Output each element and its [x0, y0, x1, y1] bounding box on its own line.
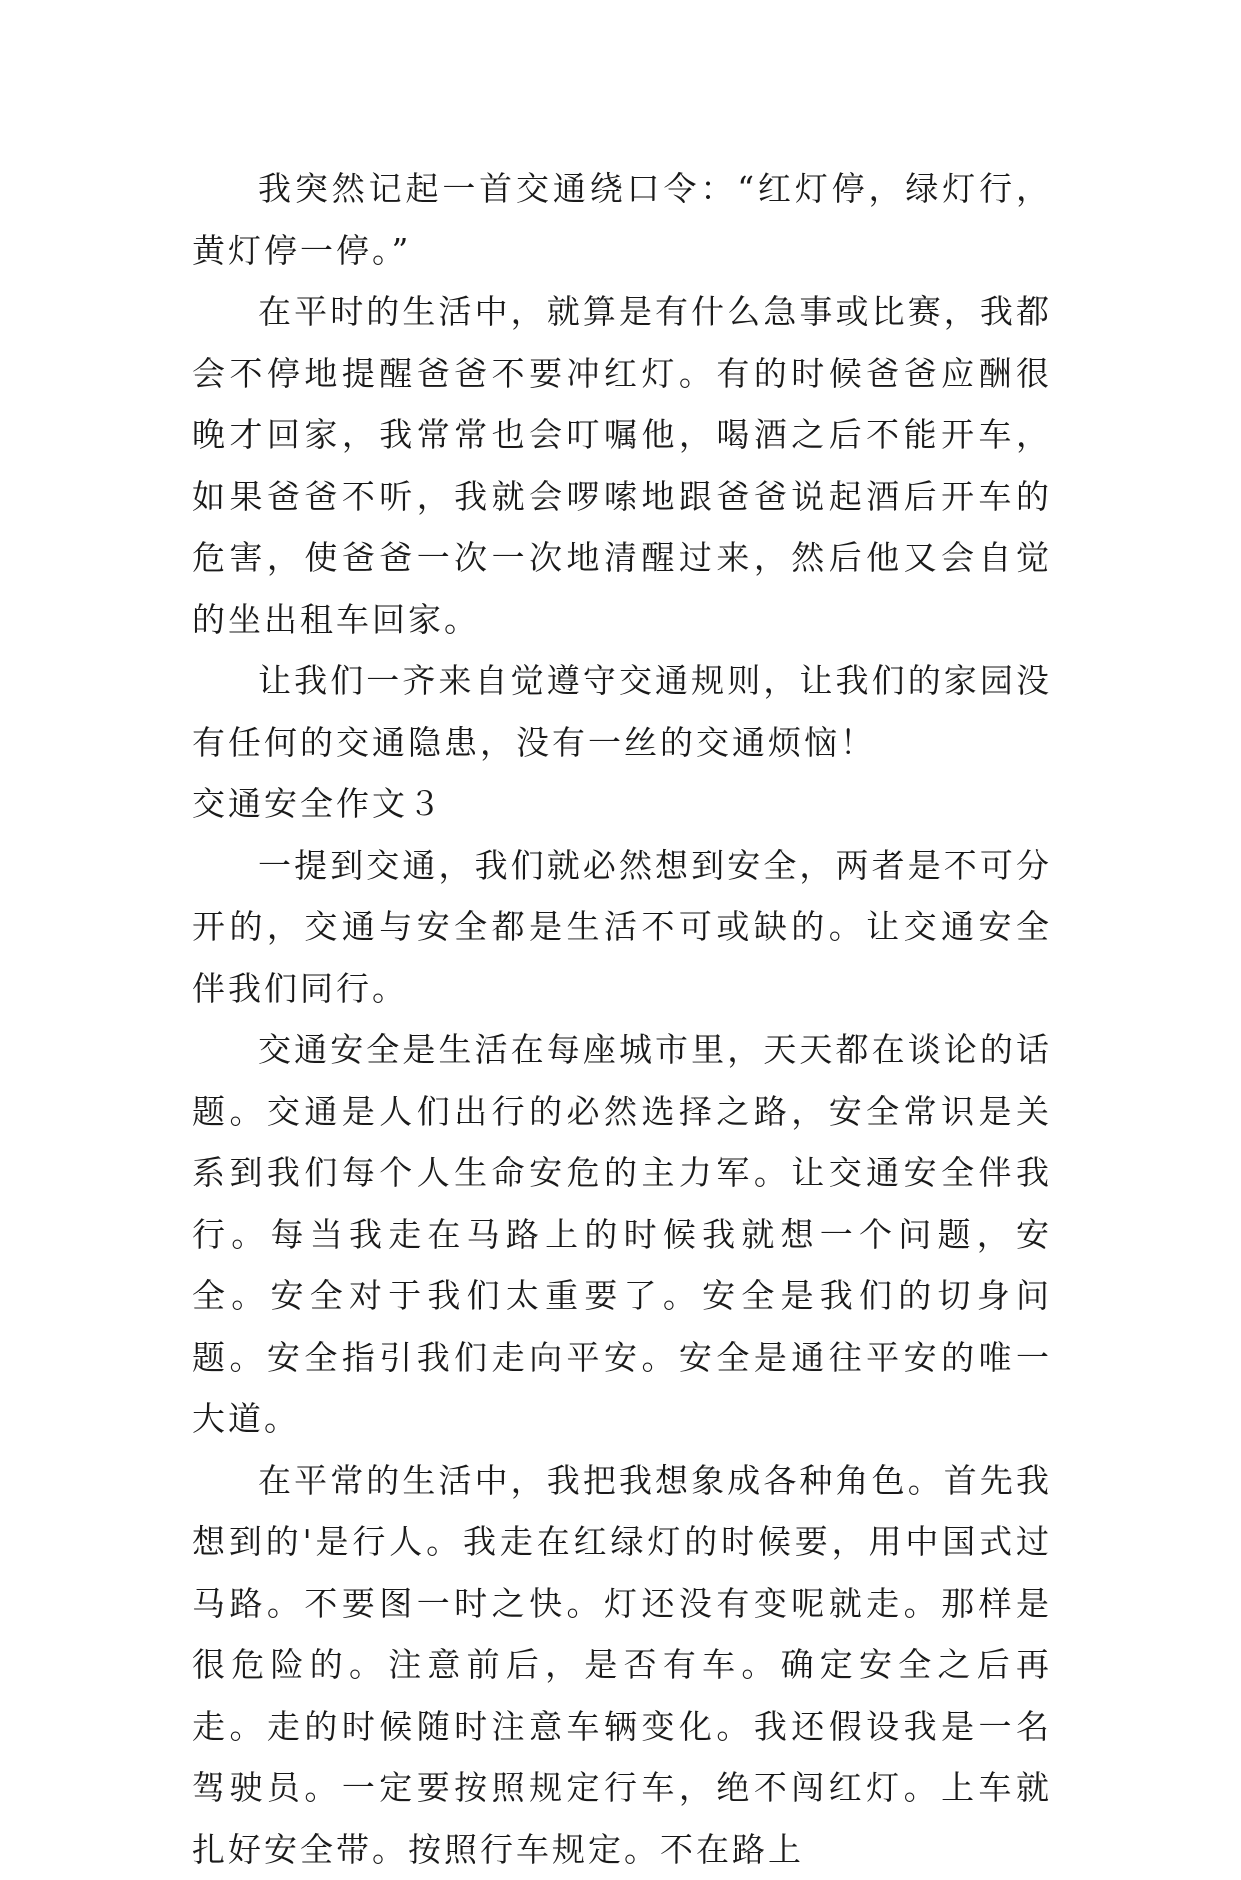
section-title: 交通安全作文３: [192, 773, 1052, 835]
paragraph-traffic-and-safety: 一提到交通，我们就必然想到安全，两者是不可分开的，交通与安全都是生活不可或缺的。让交通安全伴我们同行。: [192, 835, 1052, 1020]
paragraph-traffic-rhyme: 我突然记起一首交通绕口令：“红灯停，绿灯行，黄灯停一停。”: [192, 158, 1052, 281]
paragraph-call-to-action: 让我们一齐来自觉遵守交通规则，让我们的家园没有任何的交通隐患，没有一丝的交通烦恼！: [192, 650, 1052, 773]
paragraph-safety-topic: 交通安全是生活在每座城市里，天天都在谈论的话题。交通是人们出行的必然选择之路，安全常识是关系到我们每个人生命安危的主力军。让交通安全伴我行。每当我走在马路上的时候我就想一个问题，安全。安全对于我们太重要了。安全是我们的切身问题。安全指引我们走向平安。安全是通往平安的唯一大道。: [192, 1019, 1052, 1450]
paragraph-roles: 在平常的生活中，我把我想象成各种角色。首先我想到的'是行人。我走在红绿灯的时候要，用中国式过马路。不要图一时之快。灯还没有变呢就走。那样是很危险的。注意前后，是否有车。确定安全之后再走。走的时候随时注意车辆变化。我还假设我是一名驾驶员。一定要按照规定行车，绝不闯红灯。上车就扎好安全带。按照行车规定。不在路上: [192, 1450, 1052, 1880]
document-page: [192, 158, 1052, 1880]
paragraph-reminding-dad: 在平时的生活中，就算是有什么急事或比赛，我都会不停地提醒爸爸不要冲红灯。有的时候爸爸应酬很晚才回家，我常常也会叮嘱他，喝酒之后不能开车，如果爸爸不听，我就会啰嗦地跟爸爸说起酒后开车的危害，使爸爸一次一次地清醒过来，然后他又会自觉的坐出租车回家。: [192, 281, 1052, 650]
